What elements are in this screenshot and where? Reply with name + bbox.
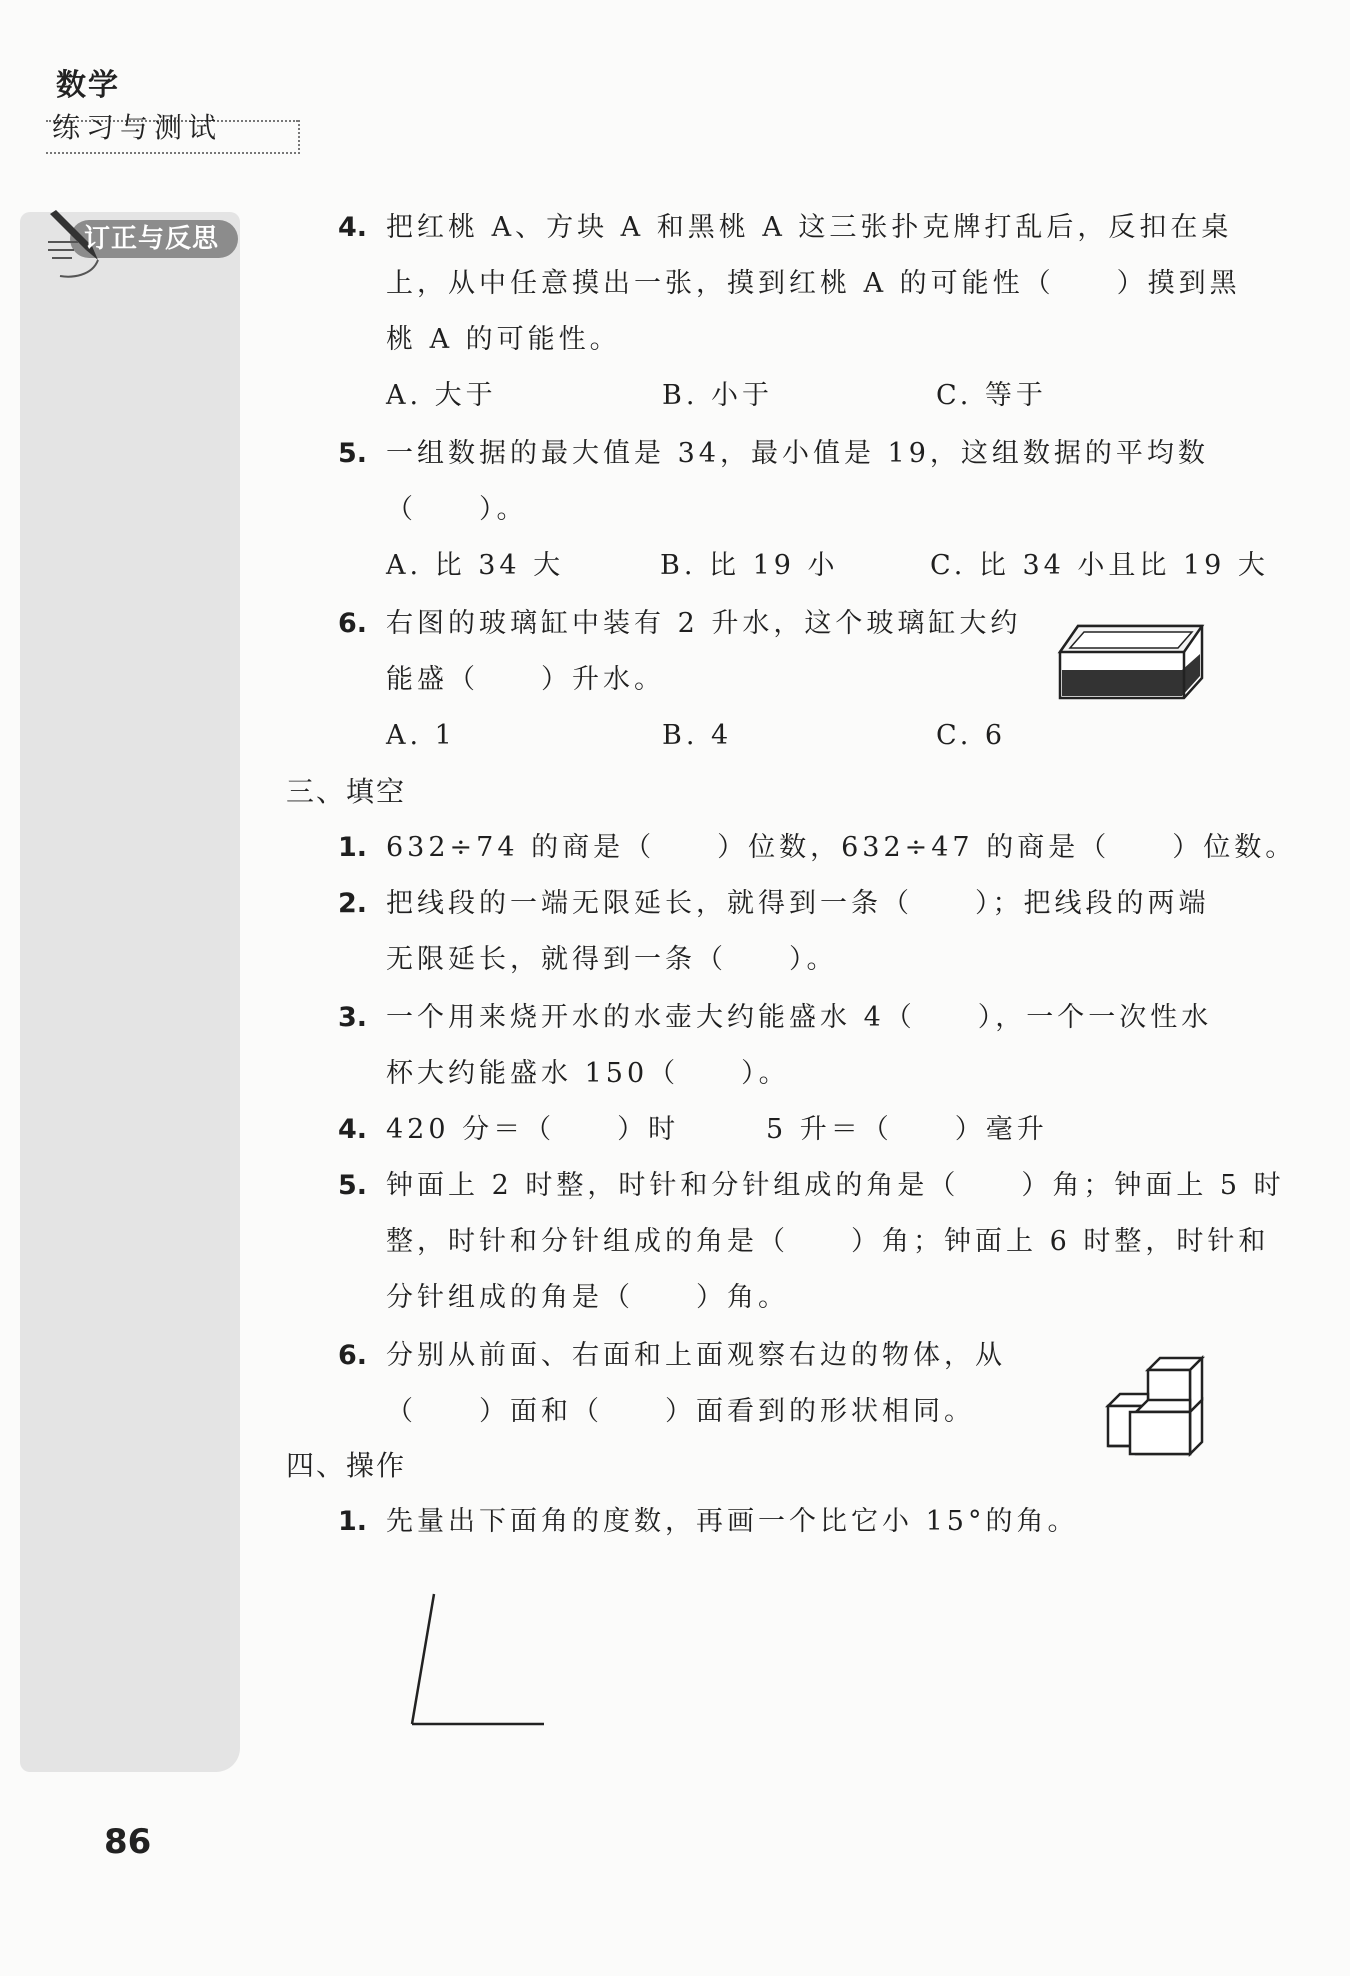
option-c: C. 比 34 小且比 19 大 [930, 550, 1269, 581]
question-line: （ ）。 [386, 494, 528, 525]
fill-question-1 [338, 820, 1297, 876]
question-6 [338, 596, 1022, 708]
question-number: 5. [338, 438, 368, 469]
question-line: 杯大约能盛水 150（ ）。 [386, 1058, 790, 1089]
question-5 [338, 426, 1209, 538]
question-line: （ ）面和（ ）面看到的形状相同。 [386, 1396, 975, 1427]
question-number: 1. [338, 1506, 368, 1537]
question-number: 2. [338, 888, 368, 919]
sidebar-title: 订正与反思 [84, 224, 220, 254]
fill-question-5 [338, 1158, 1285, 1326]
question-number: 5. [338, 1170, 368, 1201]
option-b: B. 小于 [662, 380, 774, 411]
option-b: B. 比 19 小 [660, 550, 839, 581]
section-title-operation: 四、操作 [286, 1449, 407, 1482]
question-line: 一个用来烧开水的水壶大约能盛水 4（ ），一个一次性水 [386, 1002, 1213, 1033]
question-line: 先量出下面角的度数，再画一个比它小 15°的角。 [386, 1506, 1079, 1537]
question-number: 6. [338, 608, 368, 639]
question-line: 一组数据的最大值是 34，最小值是 19，这组数据的平均数 [386, 438, 1209, 469]
question-line: 钟面上 2 时整，时针和分针组成的角是（ ）角；钟面上 5 时 [386, 1170, 1285, 1201]
fill-question-3 [338, 990, 1213, 1102]
option-c: C. 6 [936, 720, 1007, 751]
fill-question-4 [338, 1102, 680, 1158]
fish-tank-figure [1054, 618, 1206, 704]
question-line: 把红桃 A、方块 A 和黑桃 A 这三张扑克牌打乱后，反扣在桌 [386, 212, 1233, 243]
page-number: 86 [104, 1822, 152, 1862]
option-b: B. 4 [662, 720, 733, 751]
question-number: 4. [338, 1114, 368, 1145]
question-line: 把线段的一端无限延长，就得到一条（ ）；把线段的两端 [386, 888, 1210, 919]
section-title-fill-in: 三、填空 [286, 775, 407, 808]
fill-question-4-part-2: 5 升＝（ ）毫升 [766, 1114, 1048, 1145]
question-line: 632÷74 的商是（ ）位数，632÷47 的商是（ ）位数。 [386, 832, 1297, 863]
question-4 [338, 200, 1241, 368]
option-c: C. 等于 [936, 380, 1047, 411]
question-line: 能盛（ ）升水。 [386, 664, 665, 695]
option-a: A. 大于 [386, 380, 497, 411]
header-book-title: 练习与测试 [52, 111, 223, 144]
question-line: 整，时针和分针组成的角是（ ）角；钟面上 6 时整，时针和 [386, 1226, 1270, 1257]
question-line: 分针组成的角是（ ）角。 [386, 1282, 789, 1313]
reflection-sidebar [20, 212, 240, 1772]
question-line: 桃 A 的可能性。 [386, 324, 621, 355]
fill-question-6 [338, 1328, 1006, 1440]
fill-question-2 [338, 876, 1210, 988]
option-a: A. 比 34 大 [386, 550, 565, 581]
question-number: 1. [338, 832, 368, 863]
question-number: 4. [338, 212, 368, 243]
angle-figure [400, 1590, 550, 1734]
option-a: A. 1 [386, 720, 456, 751]
question-line: 分别从前面、右面和上面观察右边的物体，从 [386, 1340, 1006, 1371]
question-line: 右图的玻璃缸中装有 2 升水，这个玻璃缸大约 [386, 608, 1022, 639]
question-number: 6. [338, 1340, 368, 1371]
question-line: 无限延长，就得到一条（ ）。 [386, 944, 838, 975]
question-number: 3. [338, 1002, 368, 1033]
question-line: 420 分＝（ ）时 [386, 1114, 680, 1145]
header-subject: 数学 [56, 68, 120, 103]
question-line: 上，从中任意摸出一张，摸到红桃 A 的可能性（ ）摸到黑 [386, 268, 1241, 299]
operation-question-1 [338, 1494, 1079, 1550]
cube-stack-figure [1104, 1354, 1210, 1470]
